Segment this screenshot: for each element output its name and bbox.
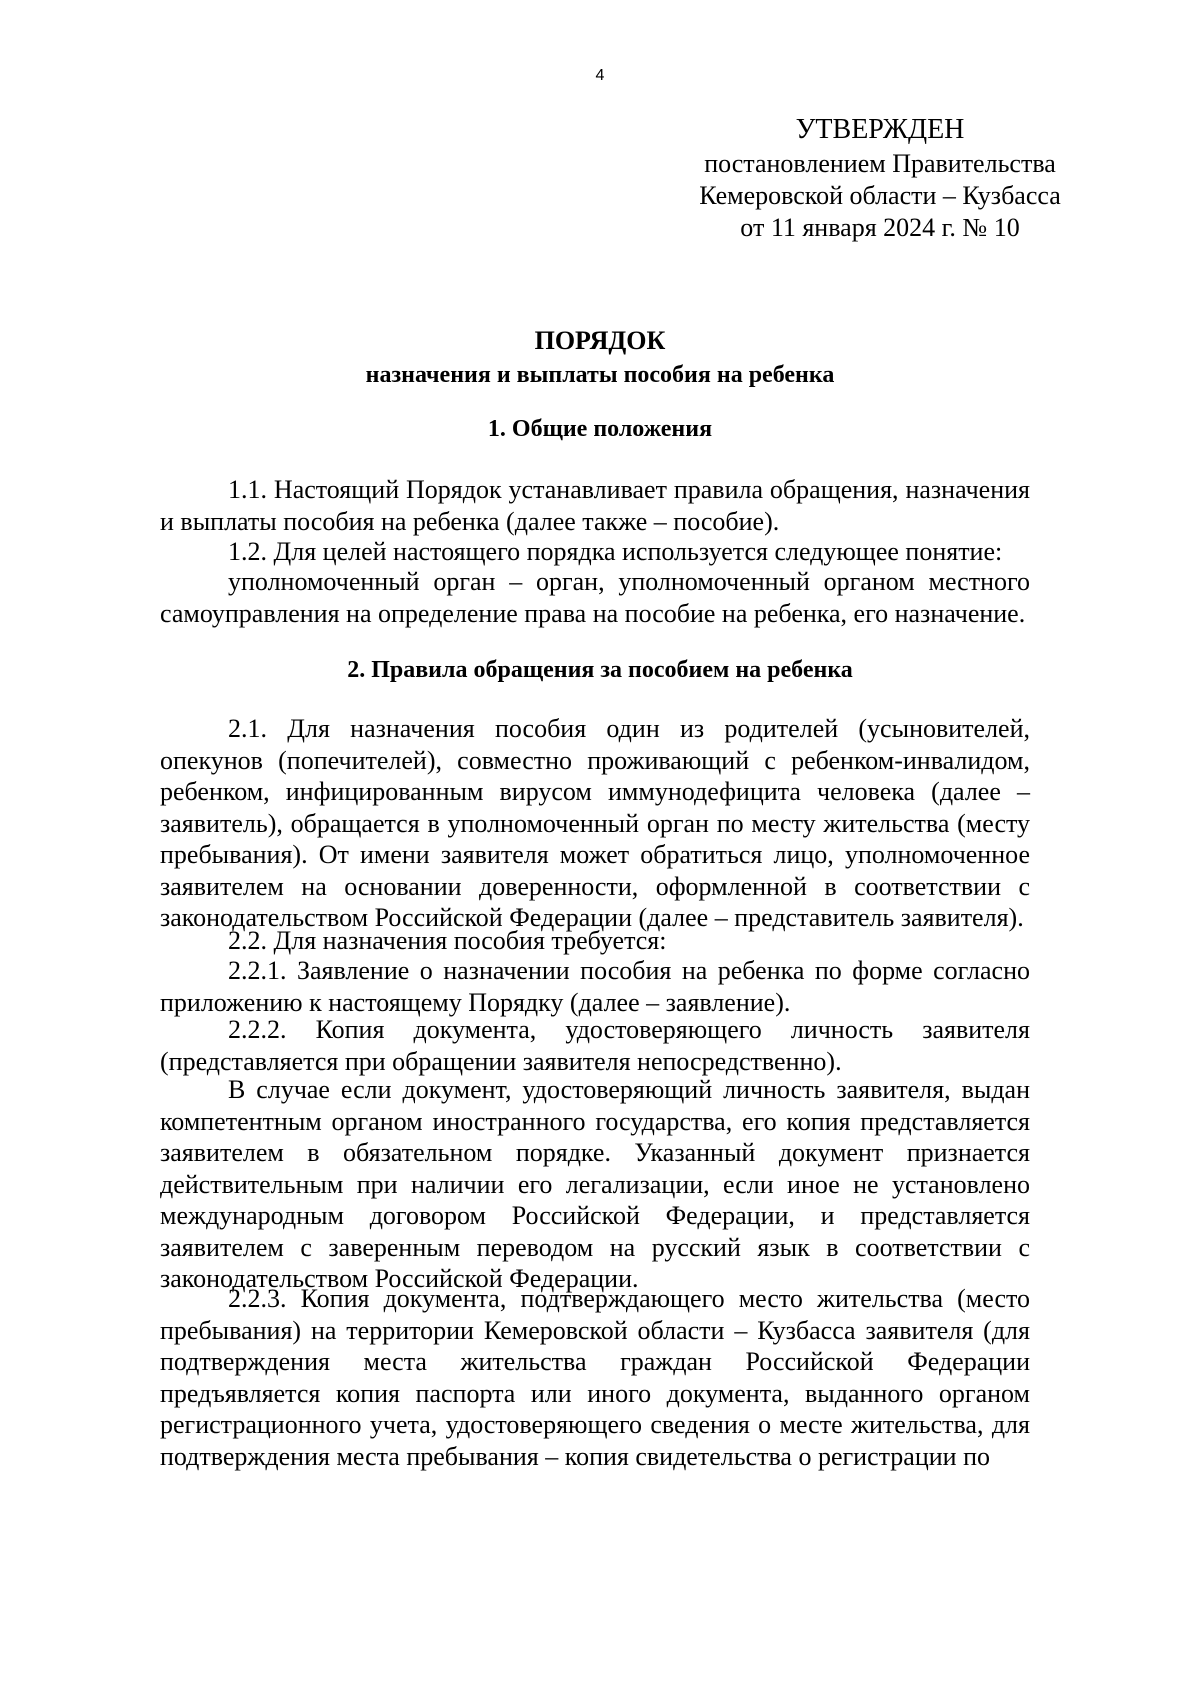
paragraph-2-1: 2.1. Для назначения пособия один из родителей (усыновителей, опекунов (попечителей), совместно проживающий с ребенком-инвалидом, ребенком, инфицированным вирусом иммунодефицита человека (далее – заявитель), обращается в уполномоченный орган по месту жительства (месту пребывания). От имени заявителя может обратиться лицо, уполномоченное заявителем на основании доверенности, оформленной в соответствии с законодательством Российской Федерации (далее – представитель заявителя). bbox=[160, 714, 1030, 932]
section-2-heading: 2. Правила обращения за пособием на ребенка bbox=[347, 657, 853, 683]
approval-line-2: Кемеровской области – Кузбасса bbox=[699, 181, 1061, 210]
paragraph-2-2-3: 2.2.3. Копия документа, подтверждающего место жительства (место пребывания) на территории Кемеровской области – Кузбасса заявителя (для подтверждения места жительства граждан Российской Федерации предъявляется копия паспорта или иного документа, выданного органом регистрационного учета, удостоверяющего сведения о месте жительства, для подтверждения места пребывания – копия свидетельства о регистрации по bbox=[160, 1284, 1030, 1471]
approval-stamp bbox=[660, 112, 1100, 244]
section-1-heading: 1. Общие положения bbox=[487, 416, 713, 442]
paragraph-1-2: 1.2. Для целей настоящего порядка используется следующее понятие: bbox=[228, 537, 1003, 566]
approval-line-1: постановлением Правительства bbox=[704, 149, 1056, 178]
approval-line-3: от 11 января 2024 г. № 10 bbox=[740, 213, 1020, 242]
document-subtitle: назначения и выплаты пособия на ребенка bbox=[365, 362, 835, 388]
paragraph-2-2-2-note: В случае если документ, удостоверяющий личность заявителя, выдан компетентным органом иностранного государства, его копия представляется заявителем в обязательном порядке. Указанный документ признается действительным при наличии его легализации, если иное не установлено международным договором Российской Федерации, и представляется заявителем с заверенным переводом на русский язык в соответствии с законодательством Российской Федерации. bbox=[160, 1075, 1030, 1293]
paragraph-2-2-1: 2.2.1. Заявление о назначении пособия на ребенка по форме согласно приложению к настоящему Порядку (далее – заявление). bbox=[160, 956, 1030, 1017]
document-title-block bbox=[160, 326, 1040, 390]
approval-title: УТВЕРЖДЕН bbox=[795, 114, 965, 145]
paragraph-2-2: 2.2. Для назначения пособия требуется: bbox=[228, 926, 667, 955]
paragraph-1-2-definition: уполномоченный орган – орган, уполномоченный органом местного самоуправления на определение права на пособие на ребенка, его назначение. bbox=[160, 567, 1030, 628]
paragraph-2-2-2: 2.2.2. Копия документа, удостоверяющего личность заявителя (представляется при обращении заявителя непосредственно). bbox=[160, 1015, 1030, 1076]
paragraph-1-1: 1.1. Настоящий Порядок устанавливает правила обращения, назначения и выплаты пособия на ребенка (далее также – пособие). bbox=[160, 475, 1030, 536]
document-title: ПОРЯДОК bbox=[534, 326, 666, 355]
page-number: 4 bbox=[595, 67, 605, 84]
